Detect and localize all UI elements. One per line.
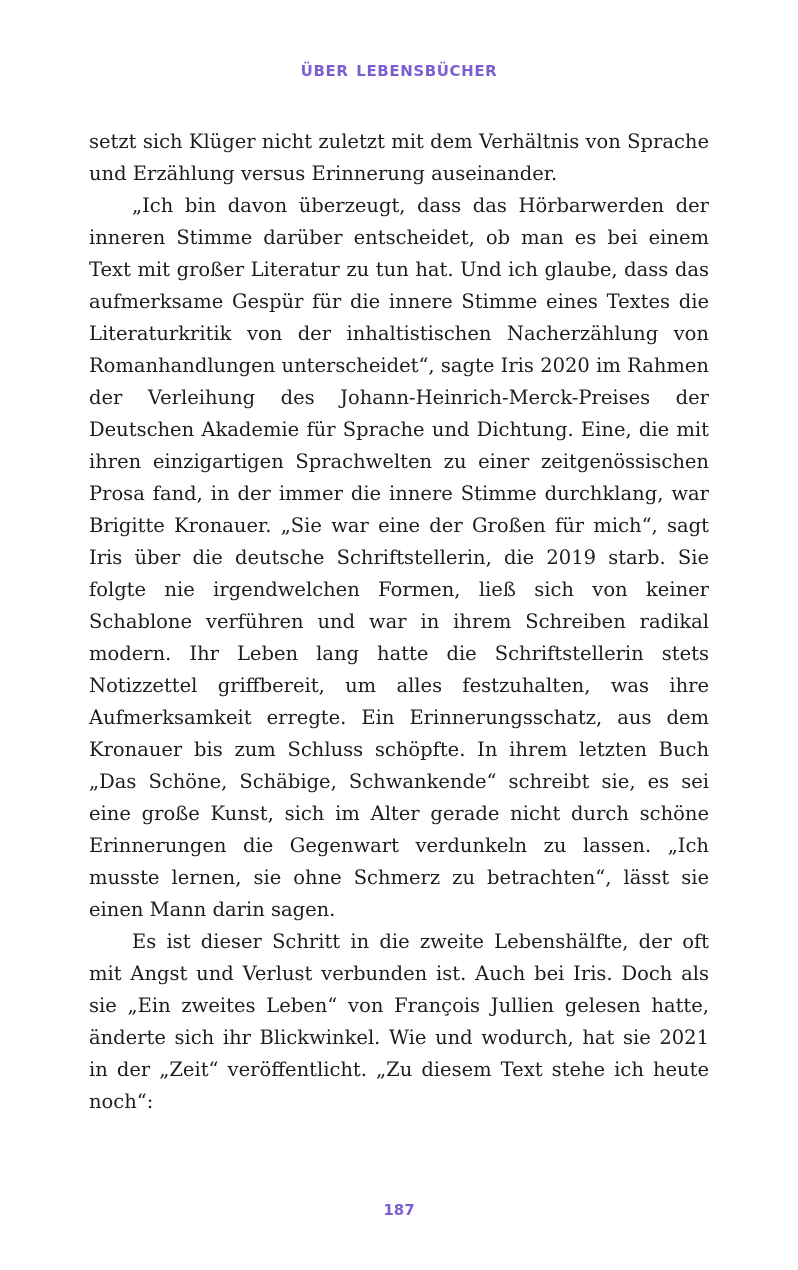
running-title: ÜBER LEBENSBÜCHER (300, 62, 498, 80)
paragraph-continuation: setzt sich Klüger nicht zuletzt mit dem Verhältnis von Sprache und Erzählung versus Erinnerung auseinander. (89, 130, 709, 185)
paragraph-second-life: Es ist dieser Schritt in die zweite Lebenshälfte, der oft mit Angst und Verlust verbunden ist. Auch bei Iris. Doch als sie „Ein zweites Leben“ von François Jullien gelesen hatte, änderte sich ihr Blickwinkel. Wie und wodurch, hat sie 2021 in der „Zeit“ veröffentlicht. „Zu diesem Text stehe ich heute noch“: (89, 930, 709, 1113)
paragraph-kronauer: „Ich bin davon überzeugt, dass das Hörbarwerden der inneren Stimme darüber entscheidet, ob man es bei einem Text mit großer Literatur zu tun hat. Und ich glaube, dass das aufmerksame Gespür für die innere Stimme eines Textes die Literaturkritik von der inhaltistischen Nacherzählung von Romanhandlungen unterscheidet“, sagte Iris 2020 im Rahmen der Verleihung des Johann-Heinrich-Merck-Preises der Deutschen Akademie für Sprache und Dichtung. Eine, die mit ihren einzigartigen Sprachwelten zu einer zeitgenössischen Prosa fand, in der immer die innere Stimme durchklang, war Brigitte Kronauer. „Sie war eine der Großen für mich“, sagt Iris über die deutsche Schriftstellerin, die 2019 starb. Sie folgte nie irgendwelchen Formen, ließ sich von keiner Schablone verführen und war in ihrem Schreiben radikal modern. Ihr Leben lang hatte die Schriftstellerin stets Notizzettel griffbereit, um alles festzuhalten, was ihre Aufmerksamkeit erregte. Ein Erinnerungsschatz, aus dem Kronauer bis zum Schluss schöpfte. In ihrem letzten Buch „Das Schöne, Schäbige, Schwankende“ schreibt sie, es sei eine große Kunst, sich im Alter gerade nicht durch schöne Erinnerungen die Gegenwart verdunkeln zu lassen. „Ich musste lernen, sie ohne Schmerz zu betrachten“, lässt sie einen Mann darin sagen. (89, 194, 709, 921)
page-number: 187 (383, 1201, 415, 1219)
body-text (89, 126, 709, 1118)
